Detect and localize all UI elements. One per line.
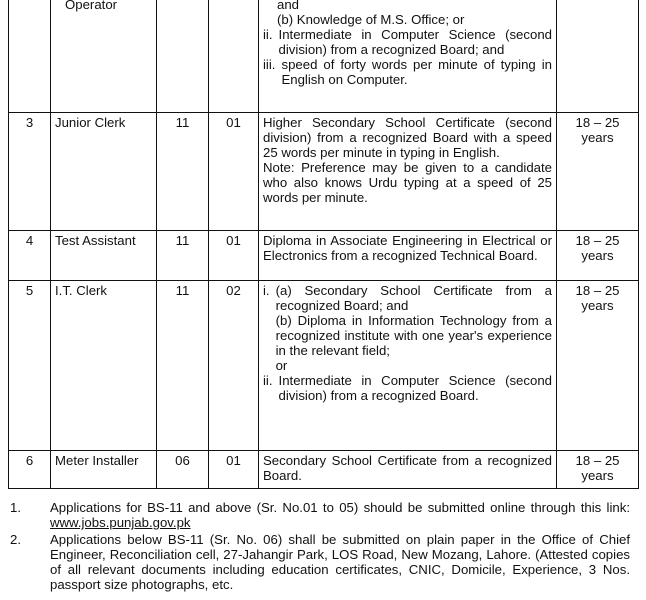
list-item — [10, 500, 630, 530]
serial-cell: 6 — [9, 451, 51, 489]
count-cell — [209, 0, 259, 113]
qualification-note: Note: Preference may be given to a candidate who also knows Urdu typing at a speed of 25 words per minute. — [263, 160, 552, 205]
bs-cell: 06 — [157, 451, 209, 489]
bs-cell — [157, 0, 209, 113]
age-cell — [557, 231, 639, 281]
age-range: 18 – 25 — [575, 453, 620, 468]
post-cell: Junior Clerk — [51, 113, 157, 231]
note-body: Applications for BS-11 and above (Sr. No.01 to 05) should be submitted online through this link: — [50, 500, 630, 515]
qualification-text: and — [277, 0, 300, 12]
note-number: 1. — [10, 500, 21, 515]
list-item — [263, 57, 552, 87]
qualification-cell — [259, 451, 557, 489]
application-link[interactable]: www.jobs.punjab.gov.pk — [50, 515, 191, 530]
list-item — [263, 373, 552, 403]
count-cell: 02 — [209, 281, 259, 451]
post-cell: Meter Installer — [51, 451, 157, 489]
list-marker: ii. — [263, 373, 273, 388]
age-unit: years — [581, 468, 614, 483]
list-marker: i. — [263, 283, 270, 298]
note-number: 2. — [10, 532, 21, 547]
age-unit: years — [581, 248, 614, 263]
serial-cell: 5 — [9, 281, 51, 451]
table-row — [9, 231, 639, 281]
age-cell — [557, 0, 639, 113]
table-row — [9, 0, 639, 113]
list-marker: ii. — [263, 27, 273, 42]
qualification-cell — [259, 113, 557, 231]
table-row — [9, 451, 639, 489]
qualification-text: Diploma in Associate Engineering in Electrical or Electronics from a recognized Technical Board. — [263, 233, 552, 263]
count-cell: 01 — [209, 451, 259, 489]
post-cell: Operator — [51, 0, 157, 113]
list-item — [10, 532, 630, 592]
table-row — [9, 113, 639, 231]
age-range: 18 – 25 — [575, 233, 620, 248]
qualification-cell — [259, 281, 557, 451]
qualification-text: or — [275, 358, 288, 373]
age-cell — [557, 281, 639, 451]
bs-cell: 11 — [157, 281, 209, 451]
bs-cell: 11 — [157, 231, 209, 281]
age-range: 18 – 25 — [575, 115, 620, 130]
notes-list — [10, 500, 630, 594]
qualification-text: Intermediate in Computer Science (second division) from a recognized Board; and — [278, 27, 552, 57]
qualification-text: (b) Diploma in Information Technology from a recognized institute with one year's experience in the relevant field; — [275, 313, 552, 358]
post-cell: Test Assistant — [51, 231, 157, 281]
serial-cell — [9, 0, 51, 113]
age-unit: years — [581, 298, 614, 313]
table-row — [9, 281, 639, 451]
note-text — [50, 500, 630, 530]
age-unit: years — [581, 130, 614, 145]
posts-table — [8, 0, 639, 489]
note-text: Applications below BS-11 (Sr. No. 06) shall be submitted on plain paper in the Office of Chief Engineer, Reconciliation cell, 27-Jahangir Park, LOS Road, New Mozang, Lahore. (Attested copies of all relevant documents including education certificates, CNIC, Domicile, Experience, 3 Nos. passport size photographs, etc. — [50, 532, 630, 592]
post-cell: I.T. Clerk — [51, 281, 157, 451]
list-item — [263, 27, 552, 57]
qualification-text: Secondary School Certificate from a recognized Board. — [263, 453, 552, 483]
qualification-cell — [259, 0, 557, 113]
list-item — [263, 283, 552, 373]
qualification-text: (b) Knowledge of M.S. Office; or — [277, 12, 465, 27]
serial-cell: 3 — [9, 113, 51, 231]
serial-cell: 4 — [9, 231, 51, 281]
age-range: 18 – 25 — [575, 283, 620, 298]
qualification-block — [276, 283, 552, 373]
count-cell: 01 — [209, 231, 259, 281]
qualification-text: Higher Secondary School Certificate (second division) from a recognized Board with a speed 25 words per minute in typing in English. — [263, 115, 552, 160]
bs-cell: 11 — [157, 113, 209, 231]
qualification-cell — [259, 231, 557, 281]
list-marker: iii. — [263, 57, 276, 72]
age-cell — [557, 113, 639, 231]
qualification-text: (a) Secondary School Certificate from a recognized Board; and — [275, 283, 552, 313]
count-cell: 01 — [209, 113, 259, 231]
age-cell — [557, 451, 639, 489]
qualification-text: speed of forty words per minute of typing in English on Computer. — [281, 57, 552, 87]
qualification-text: Intermediate in Computer Science (second division) from a recognized Board. — [278, 373, 552, 403]
